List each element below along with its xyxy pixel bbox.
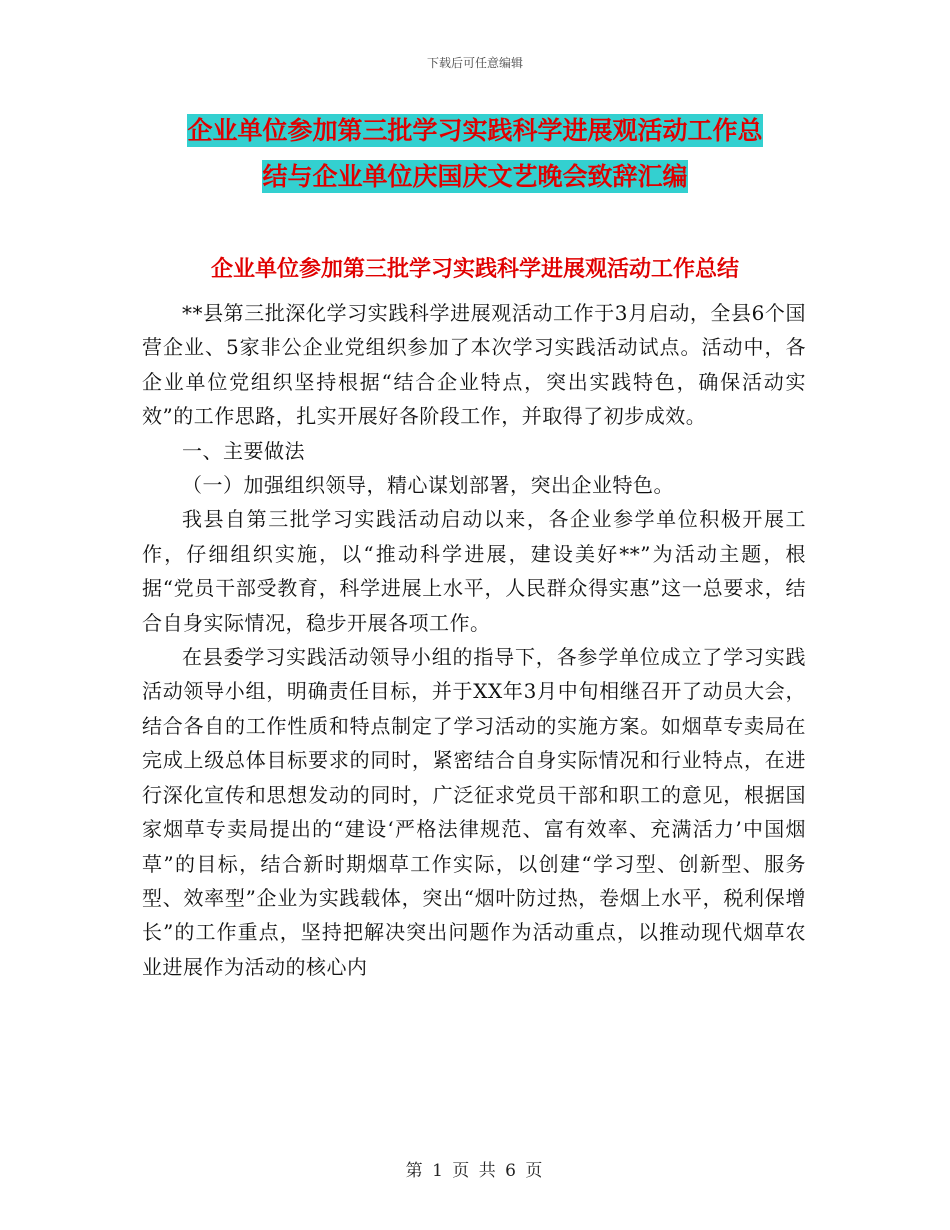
document-title-line-1: 企业单位参加第三批学习实践科学进展观活动工作总 (187, 116, 763, 145)
paragraph-body-2: 在县委学习实践活动领导小组的指导下，各参学单位成立了学习实践活动领导小组，明确责任目标，并于XX年3月中旬相继召开了动员大会，结合各自的工作性质和特点制定了学习活动的实施方案。如烟草专卖局在完成上级总体目标要求的同时，紧密结合自身实际情况和行业特点，在进行深化宣传和思想发动的同时，广泛征求党员干部和职工的意见，根据国家烟草专卖局提出的“建设‘严格法律规范、富有效率、充满活力’中国烟草”的目标，结合新时期烟草工作实际，以创建“学习型、创新型、服务型、效率型”企业为实践载体，突出“烟叶防过热，卷烟上水平，税利保增长”的工作重点，坚持把解决突出问题作为活动重点，以推动现代烟草农业进展作为活动的核心内 (142, 645, 806, 979)
document-title (140, 108, 810, 200)
document-title-line-2: 结与企业单位庆国庆文艺晚会致辞汇编 (262, 162, 688, 191)
paragraph-body-1: 我县自第三批学习实践活动启动以来，各企业参学单位积极开展工作，仔细组织实施，以“推动科学进展，建设美好**”为活动主题，根据“党员干部受教育，科学进展上水平，人民群众得实惠”这一总要求，结合自身实际情况，稳步开展各项工作。 (142, 507, 806, 635)
paragraph-intro: **县第三批深化学习实践科学进展观活动工作于3月启动，全县6个国营企业、5家非公企业党组织参加了本次学习实践活动试点。活动中，各企业单位党组织坚持根据“结合企业特点，突出实践特色，确保活动实效”的工作思路，扎实开展好各阶段工作，并取得了初步成效。 (142, 301, 806, 429)
paragraph-subheading-1: （一）加强组织领导，精心谋划部署，突出企业特色。 (182, 473, 674, 498)
header-note: 下载后可任意编辑 (426, 56, 523, 70)
section-title: 企业单位参加第三批学习实践科学进展观活动工作总结 (210, 256, 739, 282)
paragraph-heading-main-methods: 一、主要做法 (182, 438, 305, 463)
body-text (142, 296, 806, 984)
page-footer: 第 1 页 共 6 页 (405, 1161, 545, 1181)
